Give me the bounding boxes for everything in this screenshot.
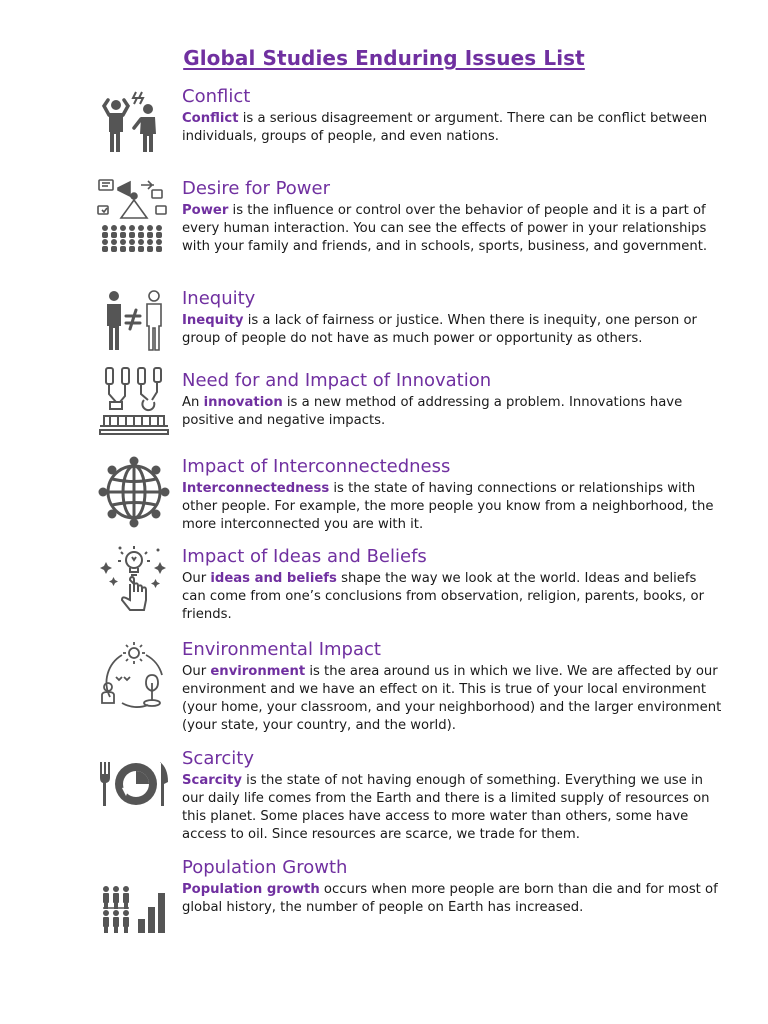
issue-description (182, 394, 722, 430)
description-lead: Our (182, 571, 211, 586)
innovation-icon (96, 364, 172, 440)
issue-description (182, 480, 722, 534)
description-text: is the state of not having enough of something. Everything we use in our daily life comes from the Earth and there is a limited supply of resources on this planet. Some places have access to more water than others, some have access to oil. Since resources are scarce, we trade for them. (182, 773, 710, 842)
description-text: is a lack of fairness or justice. When there is inequity, one person or group of people do not have as much power or opportunity as others. (182, 313, 697, 346)
description-text: shape the way we look at the world. Ideas and beliefs can come from one’s conclusions from observation, religion, parents, books, or friends. (182, 571, 705, 622)
issue-heading: Impact of Interconnectedness (182, 456, 451, 477)
inequity-icon (96, 286, 172, 362)
description-text: is a new method of addressing a problem. Innovations have positive and negative impacts. (182, 395, 683, 428)
issue-description (182, 570, 722, 624)
issue-keyword: ideas and beliefs (210, 571, 337, 586)
issue-heading: Need for and Impact of Innovation (182, 370, 492, 391)
description-text: is the area around us in which we live. We are affected by our environment and we have an effect on it. This is true of your local environment (your home, your classroom, and your neighborhood) and the larger environment (your state, your country, and the world). (182, 664, 722, 733)
description-text: occurs when more people are born than die and for most of global history, the number of people on Earth has increased. (182, 882, 718, 915)
issue-description (182, 110, 722, 146)
issue-description (182, 202, 722, 256)
page-title: Global Studies Enduring Issues List (183, 46, 585, 70)
issue-body (182, 748, 722, 844)
issue-body (182, 456, 722, 534)
issue-keyword: Conflict (182, 111, 239, 126)
issue-heading: Population Growth (182, 857, 348, 878)
issue-keyword: Power (182, 203, 229, 218)
issue-keyword: environment (210, 664, 306, 679)
issue-heading: Desire for Power (182, 178, 331, 199)
power-icon (96, 178, 172, 254)
issue-body (182, 86, 722, 146)
issue-heading: Scarcity (182, 748, 254, 769)
conflict-icon (96, 86, 172, 162)
issue-description (182, 663, 722, 735)
issue-body (182, 857, 722, 917)
issue-keyword: Inequity (182, 313, 244, 328)
population-growth-icon (96, 867, 172, 943)
issue-body (182, 178, 722, 256)
issue-keyword: Interconnectedness (182, 481, 330, 496)
environment-icon (96, 639, 172, 715)
issue-body (182, 546, 722, 624)
issue-heading: Inequity (182, 288, 256, 309)
issue-description (182, 772, 722, 844)
issue-keyword: innovation (203, 395, 283, 410)
issue-keyword: Population growth (182, 882, 320, 897)
issue-body (182, 639, 722, 735)
issue-description (182, 881, 722, 917)
issue-description (182, 312, 722, 348)
description-text: is the state of having connections or relationships with other people. For example, the more people you know from a neighborhood, the more interconnected you are with it. (182, 481, 714, 532)
globe-network-icon (96, 454, 172, 530)
scarcity-plate-icon (96, 748, 172, 824)
description-lead: An (182, 395, 204, 410)
issue-heading: Environmental Impact (182, 639, 381, 660)
issue-body (182, 370, 722, 430)
lightbulb-hand-icon (96, 544, 172, 620)
description-text: is the influence or control over the behavior of people and it is a part of every human interaction. You can see the effects of power in your relationships with your family and friends, and in schools, sports, business, and government. (182, 203, 708, 254)
issue-body (182, 288, 722, 348)
issue-heading: Impact of Ideas and Beliefs (182, 546, 427, 567)
issue-keyword: Scarcity (182, 773, 242, 788)
issue-heading: Conflict (182, 86, 251, 107)
description-lead: Our (182, 664, 211, 679)
description-text: is a serious disagreement or argument. There can be conflict between individuals, groups of people, and even nations. (182, 111, 708, 144)
